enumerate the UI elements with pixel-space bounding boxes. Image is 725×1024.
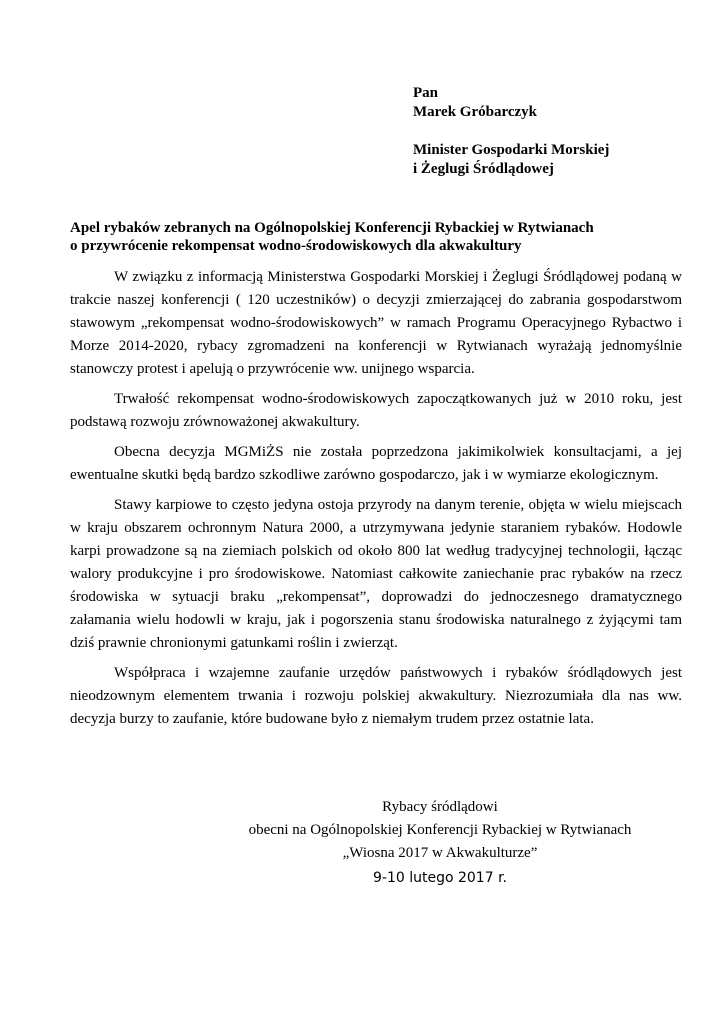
paragraph: Stawy karpiowe to często jedyna ostoja przyrody na danym terenie, objęta w wielu miejscach w kraju obszarem ochronnym Natura 2000, a utrzymywana jedynie staraniem rybaków. Hodowle karpi prowadzone są na ziemiach polskich od około 800 lat według tradycyjnej technologii, łącząc walory produkcyjne i pro środowiskowe. Natomiast całkowite zaniechanie prac rybaków na rzecz środowiska w sytuacji braku „rekompensat”, doprowadzi do jednoczesnego dramatycznego załamania wielu hodowli w kraju, jak i pogorszenia stanu środowiska naturalnego z żyjącymi tam dziś prawnie chronionymi gatunkami roślin i zwierząt. [70,497,682,651]
addressee-name: Marek Gróbarczyk [413,104,538,120]
paragraph: Trwałość rekompensat wodno-środowiskowych zapoczątkowanych już w 2010 roku, jest podstawą rozwoju zrównoważonej akwakultury. [70,391,682,430]
signature-block [170,796,710,890]
paragraph: Współpraca i wzajemne zaufanie urzędów państwowych i rybaków śródlądowych jest nieodzownym elementem trwania i rozwoju polskiej akwakultury. Niezrozumiała dla nas ww. decyzja burzy to zaufanie, które budowane było z niemałym trudem przez ostatnie lata. [70,665,682,727]
signature-line1: Rybacy śródlądowi [382,799,498,815]
paragraph: Obecna decyzja MGMiŻS nie została poprzedzona jakimikolwiek konsultacjami, a jej ewentualne skutki będą bardzo szkodliwe zarówno gospodarczo, jak i w wymiarze ekologicznym. [70,444,682,483]
addressee-spacer [413,122,609,141]
addressee-position-line1: Minister Gospodarki Morskiej [413,142,610,158]
letter-heading [70,219,670,255]
signature-line2: obecni na Ogólnopolskiej Konferencji Rybackiej w Rytwianach [248,822,632,838]
letter-body [70,266,682,738]
paragraph: W związku z informacją Ministerstwa Gospodarki Morskiej i Żeglugi Śródlądowej podaną w trakcie naszej konferencji ( 120 uczestników) o decyzji zmierzającej do zabrania gospodarstwom stawowym „rekompensat wodno-środowiskowych” w ramach Programu Operacyjnego Rybactwo i Morze 2014-2020, rybacy zgromadzeni na konferencji w Rytwianach wyrażają jednomyślnie stanowczy protest i apelują o przywrócenie ww. unijnego wsparcia. [70,269,682,377]
signature-date: 9-10 lutego 2017 r. [373,870,507,886]
addressee-title: Pan [413,85,439,101]
heading-line1: Apel rybaków zebranych na Ogólnopolskiej Konferencji Rybackiej w Rytwianach [70,220,594,236]
addressee-position-line2: i Żeglugi Śródlądowej [413,161,554,177]
heading-line2: o przywrócenie rekompensat wodno-środowiskowych dla akwakultury [70,238,522,254]
signature-line3: „Wiosna 2017 w Akwakulturze” [342,845,538,861]
addressee-block [413,84,609,179]
